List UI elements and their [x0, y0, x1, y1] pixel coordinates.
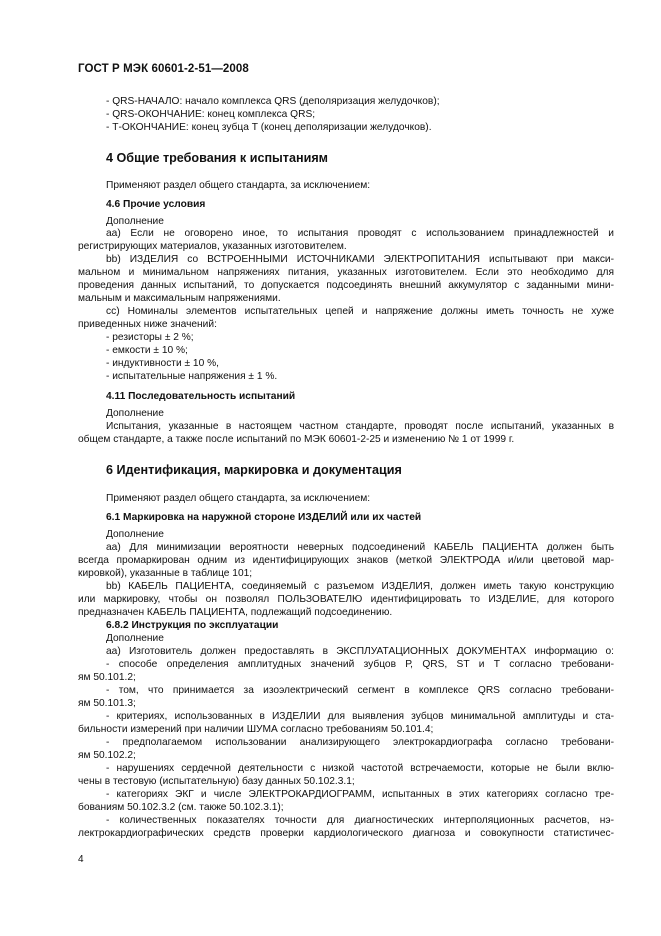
manual-item [78, 659, 614, 685]
text-line: приведенных ниже значений: [78, 318, 217, 330]
text-line: - количественных показателях точности для диагностических интерполяционных расчетов, нэ- [106, 815, 614, 826]
def-qrs-start: - QRS-НАЧАЛО: начало комплекса QRS (деполяризация желудочков); [106, 96, 440, 107]
text-line: бильности измерений при наличии ШУМА согласно требованиям 50.101.4; [78, 723, 434, 735]
text-line: bb) КАБЕЛЬ ПАЦИЕНТА, соединяемый с разъемом ИЗДЕЛИЯ, должен иметь такую конструкцию [106, 581, 614, 592]
page-number: 4 [78, 854, 84, 865]
text-line: аа) Изготовитель должен предоставлять в ЭКСПЛУАТАЦИОННЫХ ДОКУМЕНТАХ информацию о: [106, 646, 614, 657]
section-4-intro: Применяют раздел общего стандарта, за исключением: [106, 180, 371, 191]
text-line: - предполагаемом использовании анализирующего электрокардиографа согласно требовани- [106, 737, 614, 748]
clause-6-1-aa [78, 542, 614, 581]
clause-4-11-addition: Дополнение [106, 408, 164, 419]
document-header: ГОСТ Р МЭК 60601-2-51—2008 [78, 63, 249, 75]
text-line: регистрирующих материалов, указанных изготовителем. [78, 240, 347, 252]
section-4-title: 4 Общие требования к испытаниям [106, 151, 328, 165]
tolerance-resistors: - резисторы ± 2 %; [106, 332, 194, 343]
text-line: - нарушениях сердечной деятельности с низкой частотой встречаемости, которые не были вклю- [106, 763, 614, 774]
clause-4-6-cc [78, 306, 614, 332]
manual-item [78, 711, 614, 737]
clause-4-11-title: 4.11 Последовательность испытаний [106, 391, 296, 402]
text-line: - категориях ЭКГ и числе ЭЛЕКТРОКАРДИОГРАММ, испытанных в этих категориях согласно тре- [106, 789, 614, 800]
text-line: ям 50.101.3; [78, 697, 136, 709]
text-line: общем стандарте, а также после испытаний по МЭК 60601-2-25 и изменению № 1 от 1999 г. [78, 433, 515, 445]
text-line: - том, что принимается за изоэлектрический сегмент в комплексе QRS согласно требовани- [106, 685, 614, 696]
text-line: сс) Номиналы элементов испытательных цепей и напряжение должны иметь точность не хуже [106, 306, 614, 317]
text-line: чены в тестовую (испытательную) базу данных 50.102.3.1; [78, 775, 355, 787]
text-line: мальном и минимальном напряжениях питания, указанных изготовителем. Если это необходимо для [78, 266, 614, 278]
text-line: предназначен КАБЕЛЬ ПАЦИЕНТА, подлежащий подсоединению. [78, 606, 393, 618]
text-line: bb) ИЗДЕЛИЯ со ВСТРОЕННЫМИ ИСТОЧНИКАМИ ЭЛЕКТРОПИТАНИЯ испытывают при макси- [106, 254, 614, 265]
section-6-intro: Применяют раздел общего стандарта, за исключением: [106, 493, 371, 504]
text-line: Испытания, указанные в настоящем частном стандарте, проводят после испытаний, указанных в [106, 421, 614, 432]
clause-6-8-2-title: 6.8.2 Инструкция по эксплуатации [106, 620, 279, 631]
def-qrs-end: - QRS-ОКОНЧАНИЕ: конец комплекса QRS; [106, 109, 316, 120]
text-line: - способе определения амплитудных значений зубцов Р, QRS, ST и Т согласно требовани- [106, 659, 614, 670]
text-line: аа) Если не оговорено иное, то испытания проводят с использованием принадлежностей и [106, 228, 614, 239]
clause-6-1-bb [78, 581, 614, 620]
text-line: ям 50.101.2; [78, 671, 136, 683]
text-line: мальным и максимальным напряжениями. [78, 292, 281, 304]
text-line: бованиям 50.102.3.2 (см. также 50.102.3.1); [78, 801, 284, 813]
text-line: или маркировку, чтобы он позволял ПОЛЬЗОВАТЕЛЮ идентифицировать то ИЗДЕЛИЕ, для которого [78, 593, 614, 605]
clause-4-11-text [78, 421, 614, 447]
manual-item [78, 763, 614, 789]
clause-6-1-title: 6.1 Маркировка на наружной стороне ИЗДЕЛИЙ или их частей [106, 512, 422, 523]
clause-4-6-aa [78, 228, 614, 254]
clause-6-1-addition: Дополнение [106, 529, 164, 540]
clause-4-6-title: 4.6 Прочие условия [106, 199, 206, 210]
def-t-end: - Т-ОКОНЧАНИЕ: конец зубца Т (конец деполяризации желудочков). [106, 122, 432, 133]
section-6-title: 6 Идентификация, маркировка и документация [106, 463, 402, 477]
tolerance-voltages: - испытательные напряжения ± 1 %. [106, 371, 278, 382]
text-line: аа) Для минимизации вероятности неверных подсоединений КАБЕЛЬ ПАЦИЕНТА должен быть [106, 542, 614, 553]
clause-4-6-bb [78, 254, 614, 306]
manual-item [78, 737, 614, 763]
manual-item [78, 789, 614, 815]
tolerance-inductors: - индуктивности ± 10 %, [106, 358, 219, 369]
text-line: - критериях, использованных в ИЗДЕЛИИ для выявления зубцов минимальной амплитуды и ста- [106, 711, 614, 722]
manual-item [78, 685, 614, 711]
clause-4-6-addition: Дополнение [106, 216, 164, 227]
manual-item [78, 815, 614, 841]
text-line: ям 50.102.2; [78, 749, 136, 761]
text-line: всегда промаркирован одним из идентифицирующих знаков (меткой ЭЛЕКТРОДА и/или цветовой мар- [78, 554, 614, 566]
text-line: проведения данных испытаний, то допускается подсоединять внешний аккумулятор с заданными мини- [78, 279, 614, 291]
clause-6-8-2-aa [78, 646, 614, 659]
clause-6-8-2-addition: Дополнение [106, 633, 164, 644]
tolerance-capacitors: - емкости ± 10 %; [106, 345, 188, 356]
text-line: лектрокардиографических средств проверки кардиологического диагноза и совокупности статистичес- [78, 827, 614, 839]
text-line: кировкой), указанные в таблице 101; [78, 567, 253, 579]
